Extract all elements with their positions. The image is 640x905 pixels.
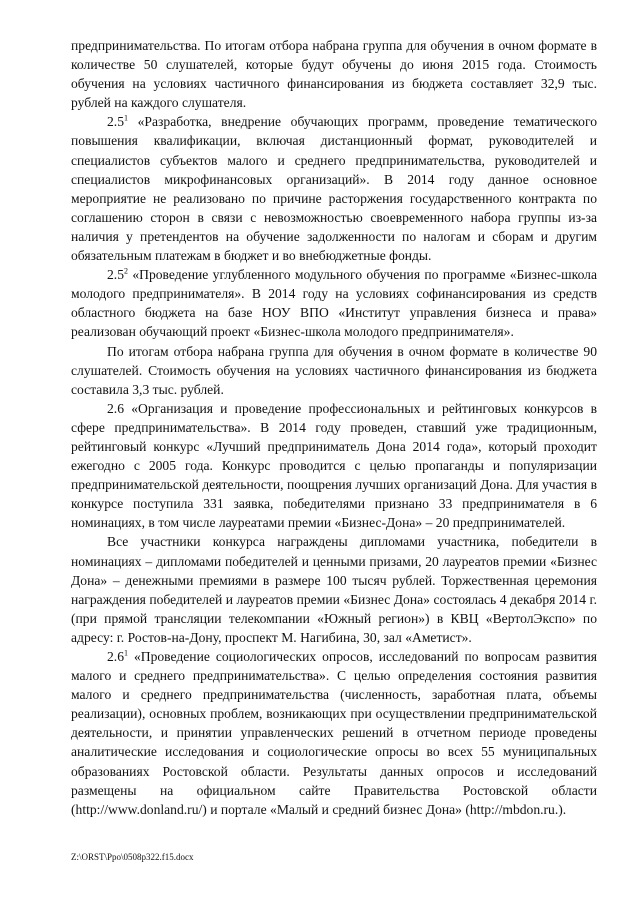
section-number: 2.6: [107, 400, 124, 416]
document-page: [71, 36, 597, 819]
paragraph-2-5-2: [71, 265, 597, 341]
section-superscript: 2: [124, 266, 128, 276]
section-number: 2.5: [107, 267, 124, 283]
paragraph-text: «Организация и проведение профессиональных и рейтинговых конкурсов в сфере предпринимательства». В 2014 году проведен, ставший уже традиционным, рейтинговый конкурс «Лучший предприниматель Дона 2014 года», который проходит ежегодно с 2005 года. Конкурс проводится с целью пропаганды и популяризации предпринимательской деятельности, поощрения лучших организаций Дона. Для участия в конкурсе поступила 331 заявка, победителями признано 33 предпринимателя в 6 номинациях, в том числе лауреатами премии «Бизнес-Дона» – 20 предпринимателей.: [71, 400, 597, 531]
paragraph-awards: [71, 532, 597, 647]
paragraph-intro: [71, 36, 597, 112]
paragraph-text: предпринимательства. По итогам отбора набрана группа для обучения в очном формате в количестве 50 слушателей, которые будут обучены до июня 2015 года. Стоимость обучения на условиях частичного финансирования из бюджета составляет 32,9 тыс. рублей на каждого слушателя.: [71, 38, 597, 111]
file-path-footer: Z:\ORST\Ppo\0508p322.f15.docx: [71, 852, 194, 862]
paragraph-2-5-1: [71, 112, 597, 265]
section-superscript: 1: [124, 648, 128, 658]
paragraph-text: Все участники конкурса награждены дипломами участника, победители в номинациях – дипломами победителей и ценными призами, 20 лауреатов премии «Бизнес Дона» – денежными премиями в размере 100 тысяч рублей. Торжественная церемония награждения победителей и лауреатов премии «Бизнес Дона» состоялась 4 декабря 2014 г. (при прямой трансляции телекомпании «Южный регион») в КВЦ «ВертолЭкспо» по адресу: г. Ростов-на-Дону, проспект М. Нагибина, 30, зал «Аметист».: [71, 534, 597, 645]
section-number: 2.5: [107, 114, 124, 130]
paragraph-text: «Проведение социологических опросов, исследований по вопросам развития малого и среднего предпринимательства». С целью определения состояния развития малого и среднего предпринимательства (численность, заработная плата, объемы реализации), основных проблем, возникающих при осуществлении предпринимательской деятельности, и принятии управленческих решений в отчетном периоде проведены аналитические исследования и социологические опросы во всех 55 муниципальных образованиях Ростовской области. Результаты данных опросов и исследований размещены на официальном сайте Правительства Ростовской области (http://www.donland.ru/) и портале «Малый и средний бизнес Дона» (http://mbdon.ru.).: [71, 649, 597, 817]
paragraph-text: «Проведение углубленного модульного обучения по программе «Бизнес-школа молодого предпринимателя». В 2014 году на условиях софинансирования из средств областного бюджета на базе НОУ ВПО «Институт управления бизнеса и права» реализован обучающий проект «Бизнес-школа молодого предпринимателя».: [71, 267, 597, 340]
paragraph-text: «Разработка, внедрение обучающих программ, проведение тематического повышения квалификации, включая дистанционный формат, руководителей и специалистов субъектов малого и среднего предпринимательства, руководителей и специалистов микрофинансовых организаций». В 2014 году данное основное мероприятие не реализовано по причине расторжения государственного контракта по соглашению сторон в связи с невозможностью своевременного набора группы из-за наличия у претендентов на обучение задолженности по налогам и сборам и другим обязательным платежам в бюджет и во внебюджетные фонды.: [71, 114, 597, 264]
section-number: 2.6: [107, 649, 124, 664]
paragraph-selection: [71, 342, 597, 399]
section-superscript: 1: [124, 113, 128, 123]
paragraph-2-6-1: [71, 647, 597, 819]
paragraph-text: По итогам отбора набрана группа для обучения в очном формате в количестве 90 слушателей. Стоимость обучения на условиях частичного финансирования из бюджета составила 3,3 тыс. рублей.: [71, 343, 597, 397]
paragraph-2-6: [71, 399, 597, 533]
